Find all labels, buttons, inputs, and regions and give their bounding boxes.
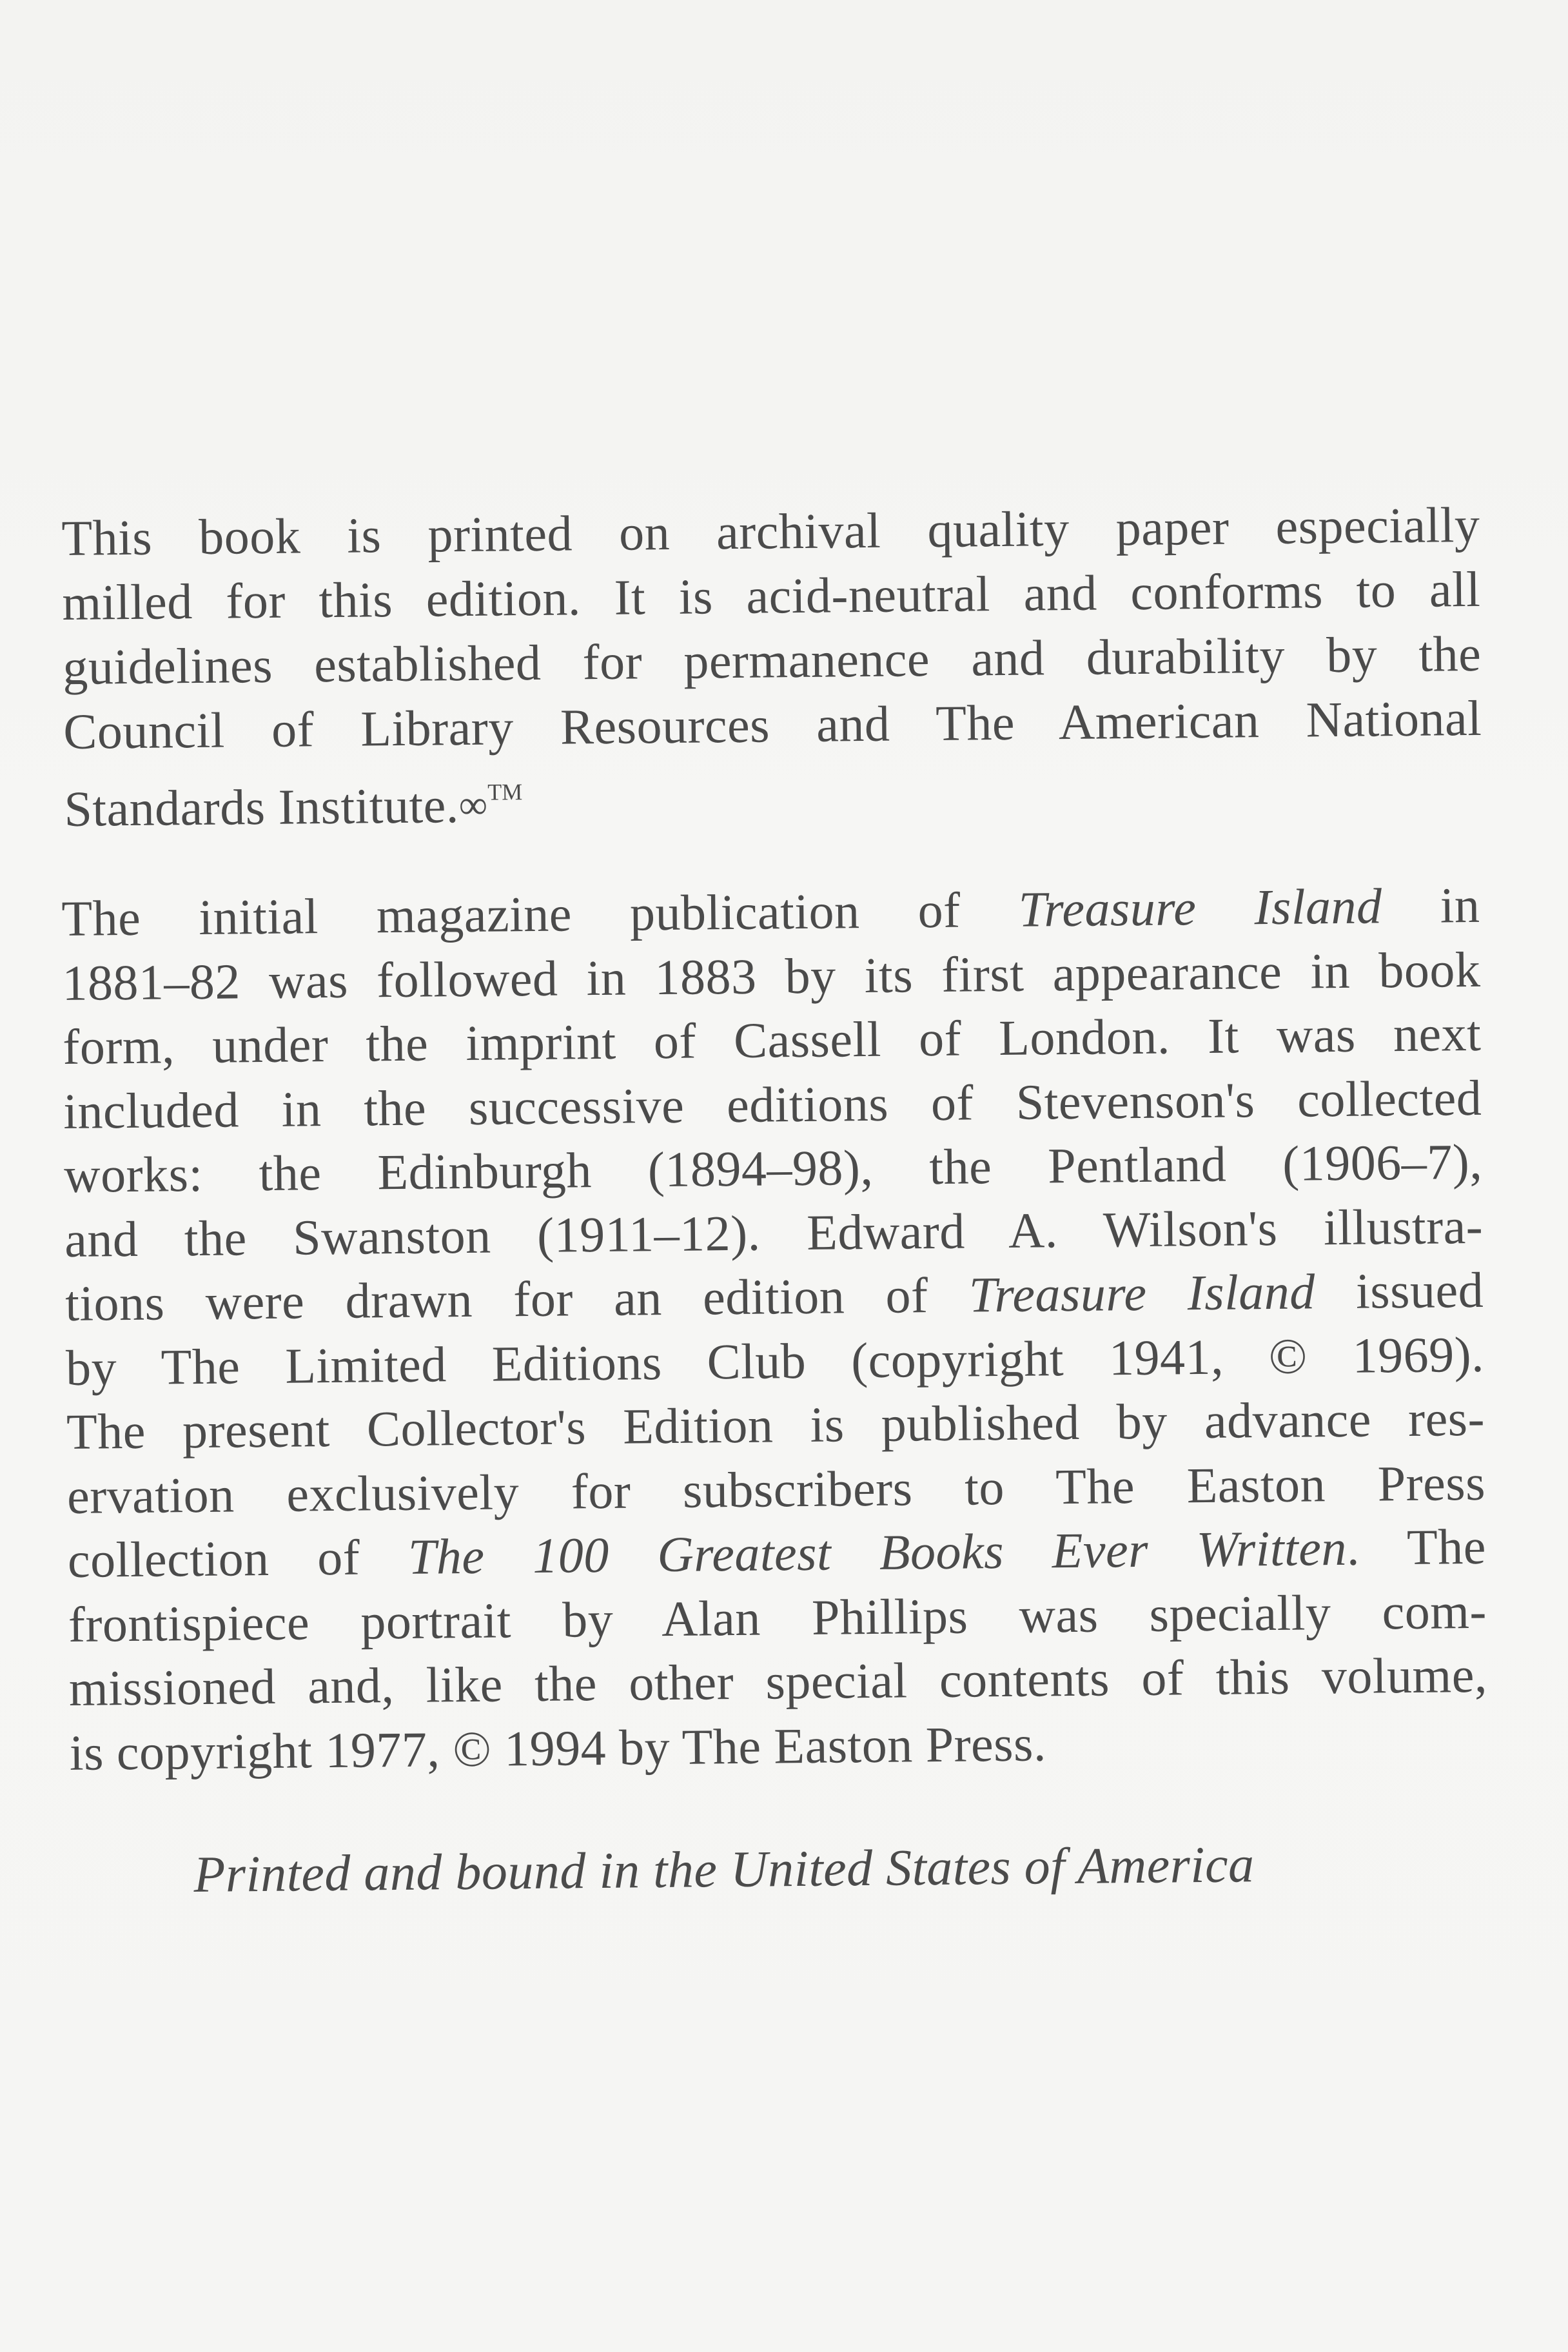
history-line-5: works: the Edinburgh (1894–98), the Pentland (1906–7), <box>63 1133 1483 1203</box>
paper-notice-line-3: guidelines established for permanence and durability by the <box>62 625 1482 695</box>
history-line-2: 1881–82 was followed in 1883 by its first appearance in book <box>62 941 1481 1011</box>
history-line-9: The present Collector's Edition is published by advance res- <box>66 1389 1485 1460</box>
history-line-8: by The Limited Editions Club (copyright 1941, © 1969). <box>65 1326 1485 1396</box>
history-line-14: is copyright 1977, © 1994 by The Easton Press. <box>69 1714 1047 1781</box>
history-line-12: frontispiece portrait by Alan Phillips was specially com- <box>68 1582 1487 1652</box>
paper-notice-line-5 <box>64 750 1483 837</box>
printed-in-usa-line: Printed and bound in the United States of America <box>193 1836 1255 1903</box>
history-line-7-after: issued <box>1315 1261 1484 1320</box>
paper-notice-line-4: Council of Library Resources and The American National <box>63 689 1482 760</box>
history-line-11-title: The 100 Greatest Books Ever Written <box>407 1519 1348 1585</box>
paper-notice-line-5-text: Standards Institute. <box>64 777 460 837</box>
history-line-3: form, under the imprint of Cassell of London. It was next <box>62 1004 1482 1075</box>
history-line-11-after: . The <box>1346 1518 1487 1576</box>
permanent-paper-infinity-icon: ∞ <box>458 783 488 828</box>
history-line-1-title: Treasure Island <box>1018 877 1382 937</box>
history-line-10: ervation exclusively for subscribers to The Easton Press <box>66 1454 1486 1524</box>
paper-notice-paragraph <box>61 493 1483 837</box>
history-line-7-before: tions were drawn for an edition of <box>64 1266 970 1331</box>
history-line-1-after: in <box>1382 876 1480 934</box>
publication-history-paragraph <box>61 873 1488 1785</box>
history-line-4: included in the successive editions of Stevenson's collected <box>63 1069 1482 1139</box>
history-line-13: missioned and, like the other special contents of this volume, <box>68 1646 1488 1716</box>
history-line-7-title: Treasure Island <box>968 1263 1316 1323</box>
history-line-1-before: The initial magazine publication of <box>61 881 1019 946</box>
paper-notice-line-1: This book is printed on archival quality paper especially <box>61 496 1480 566</box>
paper-notice-line-2: milled for this edition. It is acid-neutral and conforms to all <box>62 560 1481 631</box>
history-line-11-before: collection of <box>67 1528 409 1588</box>
history-line-6: and the Swanston (1911–12). Edward A. Wilson's illustra- <box>64 1197 1484 1268</box>
trademark-symbol: TM <box>487 779 523 805</box>
